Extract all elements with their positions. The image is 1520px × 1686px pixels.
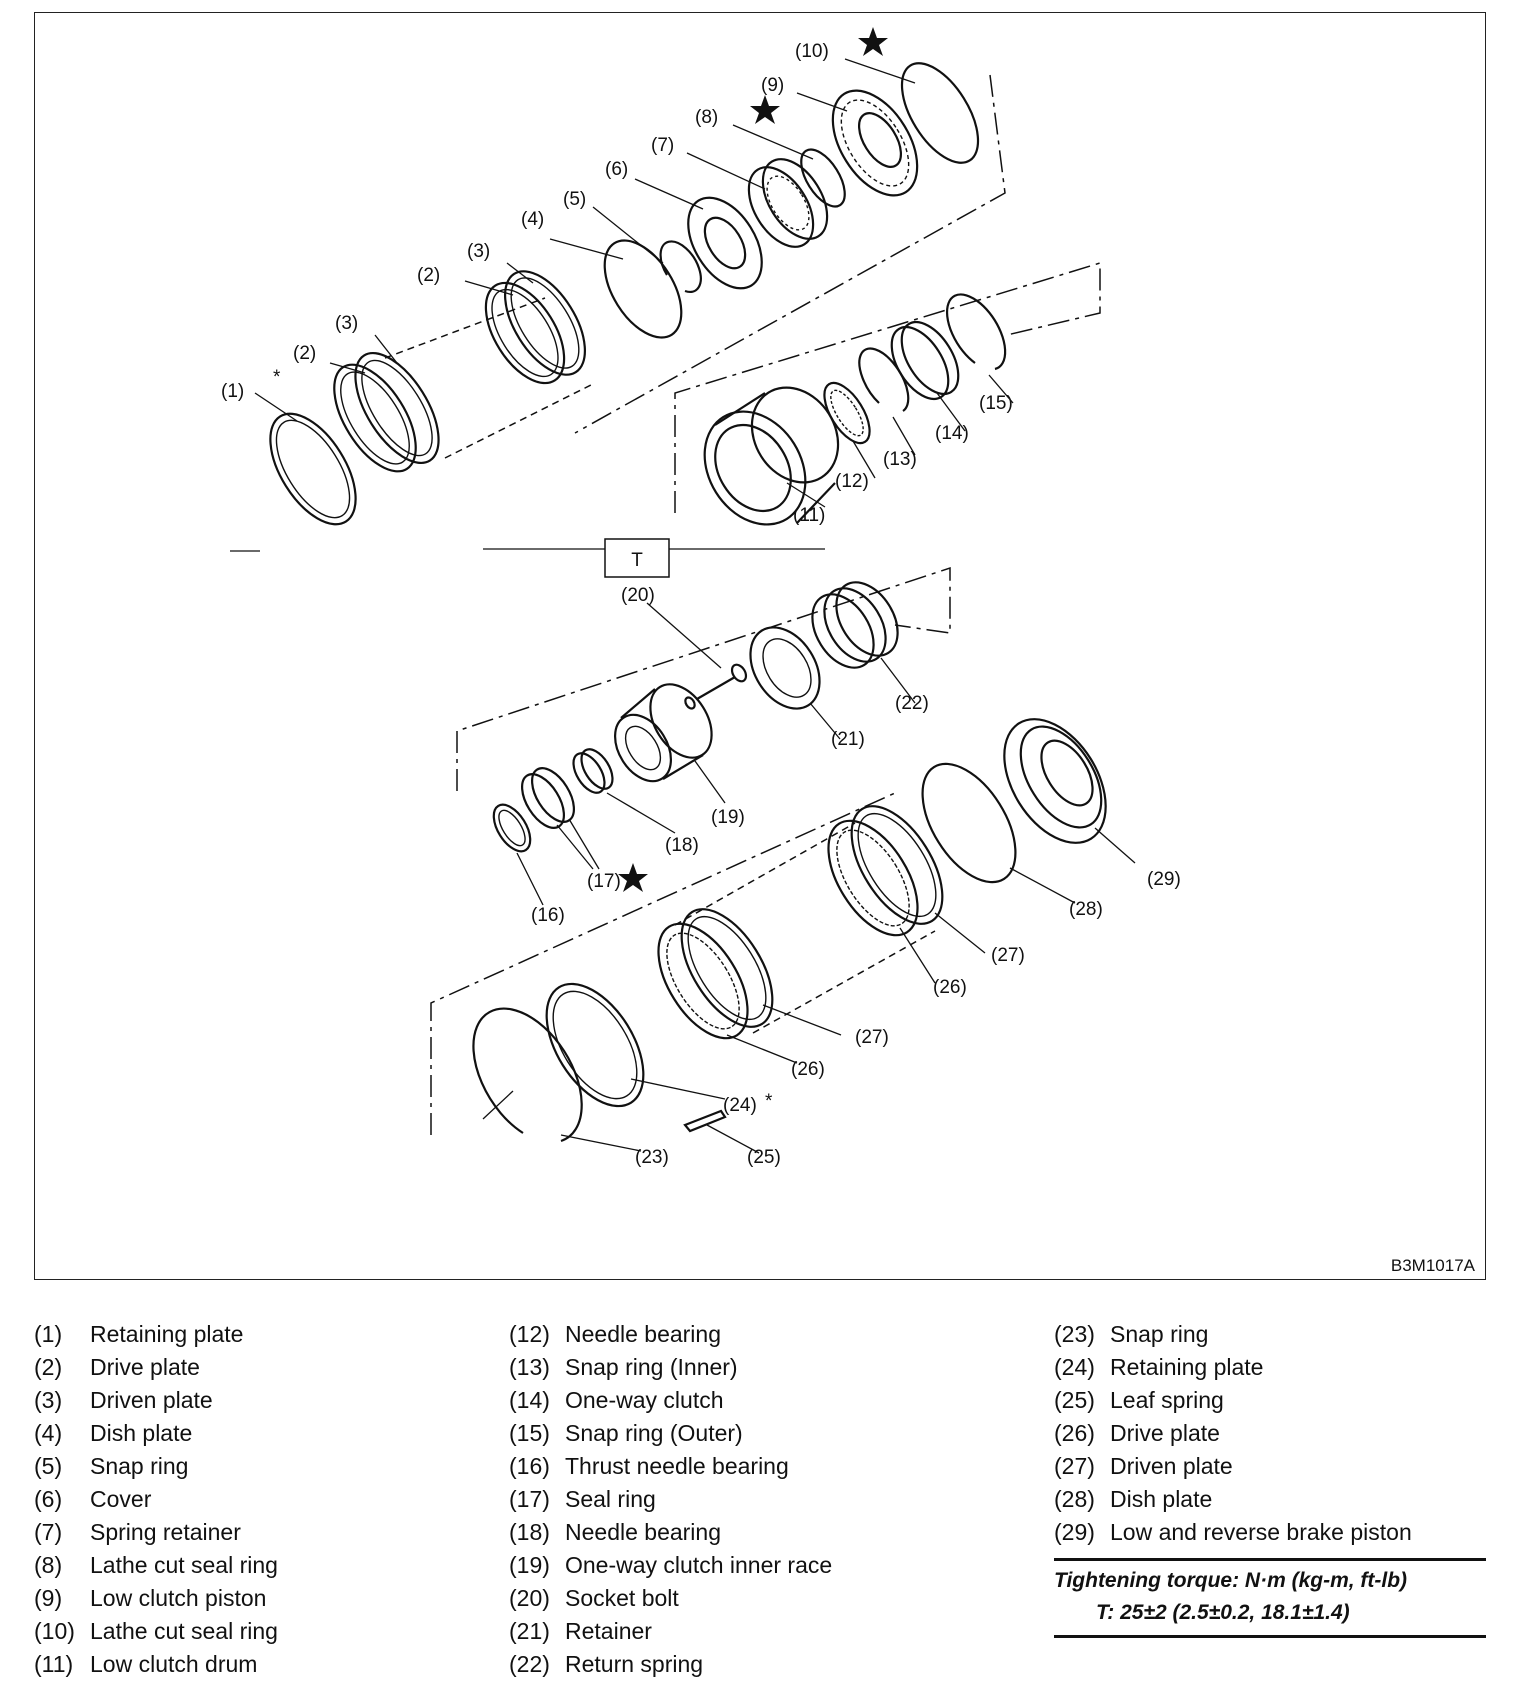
part-26-27-plate-pack-front [640, 894, 791, 1053]
part-25-leaf-spring [685, 1111, 725, 1131]
torque-rule-top [1054, 1558, 1486, 1561]
legend-row [509, 1582, 989, 1615]
legend-row [509, 1417, 989, 1450]
legend-number: (10) [34, 1618, 75, 1644]
legend-row [34, 1318, 504, 1351]
lower-leader-lines [561, 828, 1135, 1153]
asterisk-1: * [273, 367, 281, 388]
legend-number: (23) [1054, 1321, 1095, 1347]
lower-middle-guide-line [457, 568, 950, 791]
part-19-one-way-clutch-inner-race [604, 673, 725, 791]
legend-row [509, 1351, 989, 1384]
legend-number: (18) [509, 1519, 550, 1545]
legend-row [509, 1384, 989, 1417]
legend-label: Snap ring (Outer) [565, 1420, 743, 1446]
callout-label: (15) [979, 393, 1013, 414]
legend-number: (19) [509, 1552, 550, 1578]
legend-row [34, 1417, 504, 1450]
torque-heading: Tightening torque: N·m (kg-m, ft-lb) [1054, 1569, 1408, 1592]
legend-label: One-way clutch [565, 1387, 724, 1413]
callout-label: (6) [605, 159, 629, 180]
exploded-diagram [35, 13, 1487, 1281]
callout-label: (8) [695, 107, 719, 128]
star-17 [618, 863, 648, 892]
callout-label: (9) [761, 75, 785, 96]
legend-row [509, 1483, 989, 1516]
star-10 [858, 27, 888, 56]
callout-label: (26) [791, 1059, 825, 1080]
callout-label: (12) [835, 471, 869, 492]
legend-row [34, 1516, 504, 1549]
callout-label: (20) [621, 585, 655, 606]
part-18-needle-bearing [567, 744, 619, 798]
legend-number: (2) [34, 1354, 63, 1380]
legend-number: (24) [1054, 1354, 1095, 1380]
callout-label: (24) [723, 1095, 757, 1116]
legend-label: Snap ring [90, 1453, 189, 1479]
legend-row [509, 1648, 989, 1681]
callout-label: (7) [651, 135, 675, 156]
part-2-3-plate-pack-front [318, 340, 456, 485]
part-12-needle-bearing [815, 376, 878, 451]
middle-guide-line [675, 263, 1100, 513]
legend-label: Drive plate [1110, 1420, 1220, 1446]
legend-label: Leaf spring [1110, 1387, 1224, 1413]
legend-row [34, 1582, 504, 1615]
legend-number: (15) [509, 1420, 550, 1446]
callout-label: (27) [991, 945, 1025, 966]
callout-label: (22) [895, 693, 929, 714]
callout-label: (1) [221, 381, 245, 402]
lower-guide-line [431, 793, 895, 1135]
plate-pack-guide-bottom [445, 383, 595, 458]
legend-number: (12) [509, 1321, 550, 1347]
callout-label: (3) [467, 241, 491, 262]
part-23-snap-ring [473, 1009, 581, 1141]
callout-label: (16) [531, 905, 565, 926]
legend-label: One-way clutch inner race [565, 1552, 833, 1578]
callout-label: (14) [935, 423, 969, 444]
legend-number: (17) [509, 1486, 550, 1512]
legend-number: (7) [34, 1519, 63, 1545]
legend-label: Low and reverse brake piston [1110, 1519, 1412, 1545]
legend-number: (14) [509, 1387, 550, 1413]
legend-number: (28) [1054, 1486, 1095, 1512]
legend-row [509, 1615, 989, 1648]
legend-label: Seal ring [565, 1486, 656, 1512]
legend-row [34, 1450, 504, 1483]
legend-number: (29) [1054, 1519, 1095, 1545]
legend-row [1054, 1384, 1486, 1417]
figure-code: B3M1017A [1390, 1256, 1475, 1275]
legend-label: Needle bearing [565, 1519, 722, 1545]
brake-pack-guide-bottom [753, 931, 935, 1033]
part-9-low-clutch-piston [815, 76, 934, 210]
legend-column-3 [1054, 1318, 1486, 1549]
legend-row [1054, 1318, 1486, 1351]
legend-row [509, 1450, 989, 1483]
legend-number: (8) [34, 1552, 63, 1578]
callout-label: (25) [747, 1147, 781, 1168]
callout-labels [221, 41, 1181, 1168]
callout-label: (29) [1147, 869, 1181, 890]
legend-row [34, 1615, 504, 1648]
legend-label: Low clutch piston [90, 1585, 267, 1611]
legend-row [34, 1384, 504, 1417]
callout-label: (17) [587, 871, 621, 892]
callout-label: (11) [793, 505, 826, 526]
legend-label: Thrust needle bearing [565, 1453, 789, 1479]
legend-number: (1) [34, 1321, 63, 1347]
part-15-snap-ring-outer [947, 294, 1005, 369]
legend-label: Dish plate [1110, 1486, 1213, 1512]
legend-row [1054, 1516, 1486, 1549]
legend-row [34, 1483, 504, 1516]
part-8-lathe-cut-seal-ring [792, 142, 853, 213]
legend-number: (5) [34, 1453, 63, 1479]
legend-number: (22) [509, 1651, 550, 1677]
callout-label: (13) [883, 449, 917, 470]
legend-label: Low clutch drum [90, 1651, 258, 1677]
upper-guide-line [575, 75, 1005, 433]
callout-label: (18) [665, 835, 699, 856]
part-13-snap-ring-inner [859, 349, 908, 411]
legend-label: Driven plate [90, 1387, 213, 1413]
part-16-thrust-needle-bearing [486, 799, 537, 858]
callout-label: (2) [417, 265, 441, 286]
legend-number: (13) [509, 1354, 550, 1380]
torque-value: T: 25±2 (2.5±0.2, 18.1±1.4) [1096, 1601, 1350, 1624]
legend-row [1054, 1483, 1486, 1516]
callout-label: (4) [521, 209, 545, 230]
legend-label: Cover [90, 1486, 152, 1512]
callout-label: (10) [795, 41, 829, 62]
torque-mark: T [631, 550, 643, 571]
part-20-socket-bolt [683, 662, 748, 710]
legend-label: Needle bearing [565, 1321, 722, 1347]
legend-label: Snap ring (Inner) [565, 1354, 738, 1380]
legend-column-1 [34, 1318, 504, 1681]
part-4-dish-plate [589, 227, 697, 350]
part-11-low-clutch-drum [684, 371, 855, 543]
legend-number: (4) [34, 1420, 63, 1446]
legend-row [1054, 1450, 1486, 1483]
torque-rule-bottom [1054, 1635, 1486, 1638]
legend-row [34, 1648, 504, 1681]
legend-label: Retaining plate [90, 1321, 244, 1347]
legend-number: (26) [1054, 1420, 1095, 1446]
legend-row [509, 1516, 989, 1549]
part-24-retaining-plate [527, 967, 664, 1123]
callout-label: (26) [933, 977, 967, 998]
parts-legend [34, 1318, 1486, 1678]
legend-number: (16) [509, 1453, 550, 1479]
legend-number: (6) [34, 1486, 63, 1512]
legend-label: Driven plate [1110, 1453, 1233, 1479]
legend-row [34, 1549, 504, 1582]
callout-label: (5) [563, 189, 587, 210]
legend-label: Retainer [565, 1618, 652, 1644]
callout-label: (19) [711, 807, 745, 828]
callout-label: (21) [831, 729, 865, 750]
legend-column-2 [509, 1318, 989, 1681]
legend-row [509, 1318, 989, 1351]
exploded-diagram-frame [34, 12, 1486, 1280]
legend-label: Drive plate [90, 1354, 200, 1380]
upper-leader-lines [255, 59, 915, 421]
legend-number: (11) [34, 1651, 74, 1677]
legend-row [1054, 1351, 1486, 1384]
legend-number: (21) [509, 1618, 550, 1644]
legend-number: (25) [1054, 1387, 1095, 1413]
legend-number: (9) [34, 1585, 63, 1611]
part-10-lathe-cut-seal-ring [887, 51, 994, 176]
part-26-27-plate-pack-rear [810, 791, 961, 950]
legend-label: Spring retainer [90, 1519, 241, 1545]
legend-label: Return spring [565, 1651, 704, 1677]
legend-number: (3) [34, 1387, 63, 1413]
legend-number: (27) [1054, 1453, 1095, 1479]
part-21-retainer [736, 615, 834, 721]
legend-row [509, 1549, 989, 1582]
star-8 [750, 95, 780, 124]
legend-label: Socket bolt [565, 1585, 679, 1611]
part-2-3-plate-pack-rear [470, 258, 601, 396]
legend-label: Snap ring [1110, 1321, 1209, 1347]
legend-label: Dish plate [90, 1420, 193, 1446]
tightening-torque-box [1054, 1558, 1486, 1638]
callout-label: (23) [635, 1147, 669, 1168]
legend-row [1054, 1417, 1486, 1450]
callout-label: (3) [335, 313, 359, 334]
part-1-retaining-plate [253, 399, 373, 538]
legend-row [34, 1351, 504, 1384]
legend-label: Lathe cut seal ring [90, 1552, 278, 1578]
part-28-dish-plate [903, 748, 1034, 898]
legend-label: Retaining plate [1110, 1354, 1264, 1380]
callout-label: (28) [1069, 899, 1103, 920]
legend-label: Lathe cut seal ring [90, 1618, 278, 1644]
callout-label: (2) [293, 343, 317, 364]
asterisk-24: * [765, 1091, 773, 1112]
callout-label: (27) [855, 1027, 889, 1048]
legend-number: (20) [509, 1585, 550, 1611]
